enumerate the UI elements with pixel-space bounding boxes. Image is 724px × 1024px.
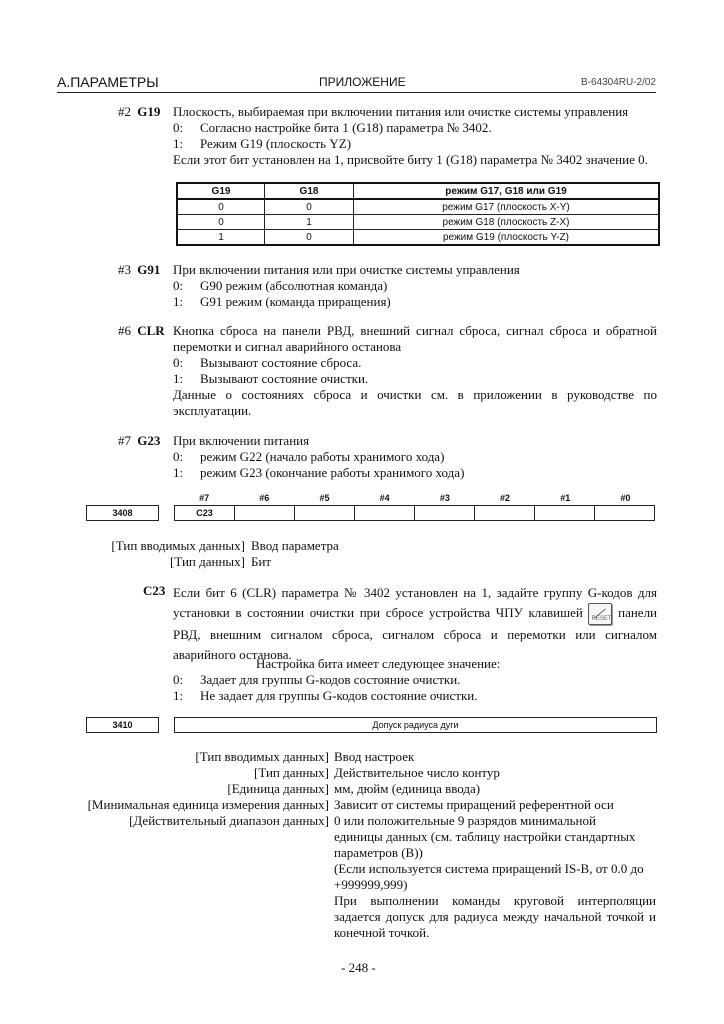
table-row — [177, 230, 659, 246]
table-row — [177, 215, 659, 230]
input-type-value: Ввод параметра — [251, 538, 339, 553]
bit6-desc: Кнопка сброса на панели РВД, внешний сигнал сброса, сигнал сброса и обратной перемотки и сигнал аварийного останова — [173, 323, 657, 354]
data-type-label: [Тип данных] — [170, 554, 245, 569]
bit-header: #1 — [560, 493, 571, 503]
bit6-opt0: Вызывают состояние сброса. — [200, 355, 362, 370]
data-type-value: Бит — [251, 554, 272, 569]
bit-number: #2 — [118, 104, 131, 119]
c23-desc — [173, 583, 657, 665]
reset-key-label: RESET — [591, 616, 612, 623]
bit6-opt1-key: 1: — [173, 371, 184, 386]
bit2-opt1-key: 1: — [173, 136, 184, 151]
bit6-opt1: Вызывают состояние очистки. — [200, 371, 369, 386]
prop-label: [Минимальная единица измерения данных] — [87, 797, 329, 812]
param-title-box: Допуск радиуса дуги — [174, 717, 657, 733]
bit-cell — [295, 505, 355, 521]
bit-header: #4 — [379, 493, 390, 503]
bit-cell — [235, 505, 295, 521]
bit-cell — [355, 505, 415, 521]
range-note: (Если используется система приращений IS-B, от 0.0 до +999999,999) — [334, 861, 644, 892]
cell: 1 — [265, 215, 354, 230]
table-header-row — [177, 183, 659, 199]
col-mode: режим G17, G18 или G19 — [354, 183, 660, 199]
c23-opt0: Задает для группы G-кодов состояние очистки. — [200, 672, 461, 687]
param-description: При выполнении команды круговой интерполяции задается допуск для радиуса между начальной точкой и конечной точкой. — [334, 893, 656, 940]
cell: 0 — [265, 199, 354, 215]
prop-value: Действительное число контур — [334, 765, 500, 780]
prop-label: [Действительный диапазон данных] — [129, 813, 329, 828]
c23-label: C23 — [143, 583, 166, 598]
bit2-note: Если этот бит установлен на 1, присвойте биту 1 (G18) параметра № 3402 значение 0. — [173, 152, 648, 167]
bit3-opt0-key: 0: — [173, 278, 184, 293]
bit7-opt0-key: 0: — [173, 449, 184, 464]
cell: режим G18 (плоскость Z-X) — [354, 215, 660, 230]
c23-desc-part1: Если бит 6 (CLR) параметра № 3402 установлен на 1, задайте группу G-кодов для установки в состоянии очистки при сбросе устройства ЧПУ клавишей — [173, 585, 657, 620]
bit-name: G19 — [137, 104, 161, 119]
bit-cell: C23 — [174, 505, 235, 521]
bit7-opt0: режим G22 (начало работы хранимого хода) — [200, 449, 445, 464]
prop-value: мм, дюйм (единица ввода) — [334, 781, 481, 796]
c23-opt0-key: 0: — [173, 672, 184, 687]
param-number-box: 3410 — [86, 717, 159, 733]
prop-value: 0 или положительные 9 разрядов минимальной единицы данных (см. таблицу настройки стандартных параметров (B)) — [334, 813, 636, 860]
bit6-note: Данные о состояниях сброса и очистки см. в приложении в руководстве по эксплуатации. — [173, 387, 657, 418]
bit-header: #3 — [439, 493, 450, 503]
c23-setting-intro: Настройка бита имеет следующее значение: — [256, 656, 501, 671]
bit-number: #7 — [118, 433, 131, 448]
bit7-desc: При включении питания — [173, 433, 310, 448]
bit3-desc: При включении питания или при очистке системы управления — [173, 262, 520, 277]
bit-cell — [535, 505, 595, 521]
col-g19: G19 — [177, 183, 265, 199]
bit-header: #2 — [500, 493, 511, 503]
bit2-opt0: Согласно настройке бита 1 (G18) параметра № 3402. — [200, 120, 492, 135]
header-section: А.ПАРАМЕТРЫ — [57, 74, 159, 90]
prop-value: Зависит от системы приращений референтной оси — [334, 797, 614, 812]
bit-cell — [415, 505, 475, 521]
bit6-opt0-key: 0: — [173, 355, 184, 370]
bit-cell — [475, 505, 535, 521]
table-row — [177, 199, 659, 215]
cell: режим G19 (плоскость Y-Z) — [354, 230, 660, 246]
bit7-opt1: режим G23 (окончание работы хранимого хода) — [200, 465, 465, 480]
cell: 0 — [177, 199, 265, 215]
c23-desc-part2: панели РВД, внешним сигналом сброса, сигналом сброса и перемотки или сигналом аварийного останова. — [173, 605, 658, 663]
bit-headers — [174, 493, 656, 503]
bit3-opt1: G91 режим (команда приращения) — [200, 294, 391, 309]
bit3-opt0: G90 режим (абсолютная команда) — [200, 278, 388, 293]
col-g18: G18 — [265, 183, 354, 199]
prop-value: Ввод настроек — [334, 749, 415, 764]
header-doc-code: B-64304RU-2/02 — [580, 77, 656, 88]
bit3-opt1-key: 1: — [173, 294, 184, 309]
bit-header: #0 — [620, 493, 631, 503]
bit2-desc: Плоскость, выбираемая при включении питания или очистке системы управления — [173, 104, 629, 119]
prop-label: [Тип вводимых данных] — [195, 749, 329, 764]
c23-opt1: Не задает для группы G-кодов состояние очистки. — [200, 688, 478, 703]
cell: режим G17 (плоскость X-Y) — [354, 199, 660, 215]
bit2-opt1: Режим G19 (плоскость YZ) — [200, 136, 352, 151]
bit2-label — [118, 104, 160, 120]
header-center: ПРИЛОЖЕНИЕ — [319, 75, 406, 89]
param-number-box: 3408 — [86, 505, 159, 521]
bit6-label — [118, 323, 165, 339]
bit-name: CLR — [137, 323, 165, 338]
bit-number: #3 — [118, 262, 131, 277]
cell: 0 — [177, 215, 265, 230]
bit7-label — [118, 433, 160, 449]
c23-opt1-key: 1: — [173, 688, 184, 703]
reset-key-icon — [588, 603, 612, 625]
bit7-opt1-key: 1: — [173, 465, 184, 480]
bit-name: G23 — [137, 433, 161, 448]
bit-cell — [595, 505, 655, 521]
page-number: - 248 - — [341, 960, 376, 975]
input-type-label: [Тип вводимых данных] — [111, 538, 245, 553]
bit-header: #7 — [199, 493, 210, 503]
plane-mode-table — [176, 182, 660, 246]
cell: 1 — [177, 230, 265, 246]
bit-header: #6 — [259, 493, 270, 503]
bit-cells — [174, 505, 655, 521]
bit-number: #6 — [118, 323, 131, 338]
page-header — [57, 74, 656, 93]
bit2-opt0-key: 0: — [173, 120, 184, 135]
prop-label: [Единица данных] — [227, 781, 329, 796]
bit-name: G91 — [137, 262, 161, 277]
prop-label: [Тип данных] — [254, 765, 329, 780]
cell: 0 — [265, 230, 354, 246]
bit3-label — [118, 262, 160, 278]
bit-header: #5 — [319, 493, 330, 503]
